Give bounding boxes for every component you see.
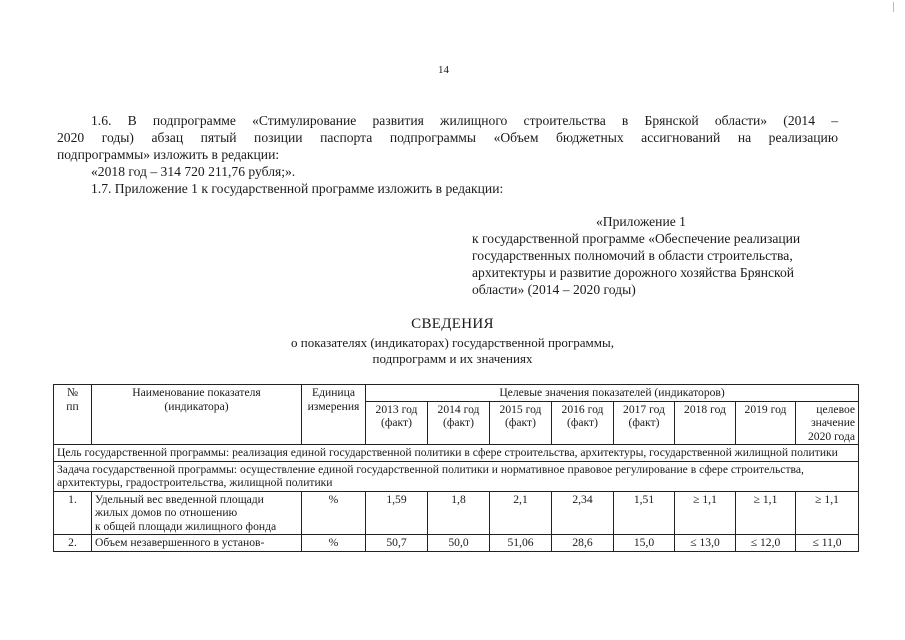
appendix-caption-line: к государственной программе «Обеспечение реализации [472,231,801,246]
header-year: 2013 год (факт) [366,401,428,445]
value-cell: 2,34 [552,491,614,535]
unit-cell: % [302,491,366,535]
document-subtitle [0,335,905,367]
header-year: 2016 год (факт) [552,401,614,445]
header-number: № пп [54,385,92,445]
header-year: 2014 год (факт) [428,401,490,445]
value-cell: 15,0 [614,535,675,552]
paragraph-1-6-line-3: подпрограммы» изложить в редакции: [57,147,280,162]
indicator-name: Объем незавершенного в установ- [92,535,302,552]
value-cell: ≤ 13,0 [675,535,736,552]
subtitle-line: о показателях (индикаторах) государственной программы, [291,335,614,350]
header-year-target: целевое значение 2020 года [796,401,859,445]
row-number: 1. [54,491,92,535]
scan-edge-mark [893,2,894,12]
row-number: 2. [54,535,92,552]
indicator-name: Удельный вес введенной площади жилых домов по отношению к общей площади жилищного фонда [92,491,302,535]
paragraph-1-7: 1.7. Приложение 1 к государственной программе изложить в редакции: [91,181,504,196]
program-goal-row: Цель государственной программы: реализация единой государственной политики в сфере строительства, архитектуры, государственной жилищной политики [54,445,859,462]
subtitle-line: подпрограмм и их значениях [372,351,533,366]
value-cell: 1,59 [366,491,428,535]
paragraph-1-6-new-text: «2018 год – 314 720 211,76 рубля;». [91,164,296,179]
header-unit: Единица измерения [302,385,366,445]
value-cell: 1,51 [614,491,675,535]
appendix-caption-line: государственных полномочий в области строительства, [472,248,793,263]
document-title: СВЕДЕНИЯ [411,316,494,332]
value-cell: 50,0 [428,535,490,552]
value-cell: ≥ 1,1 [796,491,859,535]
header-year: 2018 год [675,401,736,445]
paragraph-1-6-line-2: 2020 годы) абзац пятый позиции паспорта подпрограммы «Объем бюджетных ассигнований на реализацию [57,130,838,145]
program-task-row: Задача государственной программы: осуществление единой государственной политики и нормативное правовое регулирование в сфере строительства, архитектуры, градостроительства, жилищной политики [54,461,859,491]
header-target-values: Целевые значения показателей (индикаторов) [366,385,859,402]
header-indicator-name: Наименование показателя (индикатора) [92,385,302,445]
header-year: 2019 год [736,401,796,445]
appendix-caption-line: «Приложение 1 [596,214,686,229]
value-cell: 28,6 [552,535,614,552]
value-cell: 50,7 [366,535,428,552]
unit-cell: % [302,535,366,552]
value-cell: 1,8 [428,491,490,535]
table-row [54,535,859,552]
appendix-caption-line: архитектуры и развитие дорожного хозяйства Брянской [472,265,795,280]
appendix-caption [472,213,852,298]
paragraph-1-6-line-1: 1.6. В подпрограмме «Стимулирование развития жилищного строительства в Брянской области» (2014 – [91,113,838,128]
header-year: 2017 год (факт) [614,401,675,445]
value-cell: 2,1 [490,491,552,535]
value-cell: 51,06 [490,535,552,552]
value-cell: ≤ 11,0 [796,535,859,552]
appendix-caption-line: области» (2014 – 2020 годы) [472,282,636,297]
header-year: 2015 год (факт) [490,401,552,445]
value-cell: ≥ 1,1 [736,491,796,535]
value-cell: ≥ 1,1 [675,491,736,535]
table-row [54,491,859,535]
indicators-table [53,384,859,552]
value-cell: ≤ 12,0 [736,535,796,552]
page-number: 14 [438,64,449,76]
